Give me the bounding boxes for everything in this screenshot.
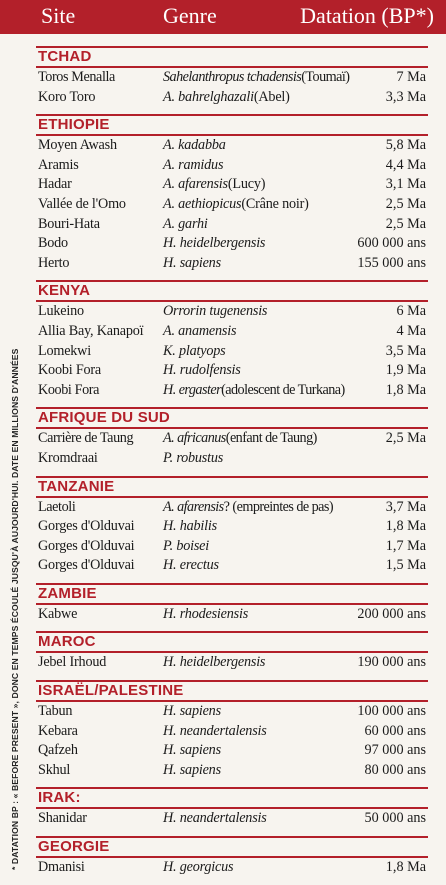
site-cell: Hadar — [38, 176, 72, 193]
date-cell: 2,5 Ma — [385, 215, 426, 232]
table-row — [36, 858, 428, 878]
date-cell: 1,9 Ma — [385, 362, 426, 379]
genre-cell — [163, 858, 233, 878]
species-name: H. erectus — [163, 557, 219, 574]
section-5 — [36, 583, 428, 625]
table-row — [36, 195, 428, 215]
species-name: K. platyops — [163, 342, 226, 359]
header-genre: Genre — [163, 3, 217, 28]
site-cell: Jebel Irhoud — [38, 654, 107, 671]
table-row — [36, 809, 428, 829]
table-row — [36, 302, 428, 322]
species-name: P. boisei — [163, 537, 210, 554]
species-name: H. georgicus — [163, 859, 234, 876]
date-cell: 2,5 Ma — [385, 430, 426, 447]
table-row — [36, 702, 428, 722]
date-cell: 155 000 ans — [357, 254, 426, 271]
site-cell: Lukeino — [38, 303, 84, 320]
table-row — [36, 449, 428, 469]
section-2 — [36, 280, 428, 400]
species-note: (Toumaï) — [301, 69, 350, 85]
section-title: TCHAD — [36, 46, 428, 68]
table-row — [36, 498, 428, 518]
genre-cell — [163, 702, 221, 722]
species-name: H. neandertalensis — [163, 810, 267, 827]
site-cell: Herto — [38, 254, 70, 271]
date-cell: 60 000 ans — [364, 722, 426, 739]
table-header — [0, 0, 446, 34]
date-cell: 3,1 Ma — [385, 176, 426, 193]
section-title: ISRAËL/PALESTINE — [36, 680, 428, 702]
genre-cell — [163, 68, 349, 88]
genre-cell — [163, 381, 345, 401]
date-cell: 1,8 Ma — [385, 518, 426, 535]
genre-cell — [163, 136, 226, 156]
species-name: A. anamensis — [163, 322, 237, 339]
section-6 — [36, 631, 428, 673]
table-row — [36, 761, 428, 781]
species-name: H. ergaster — [163, 381, 222, 398]
date-cell: 190 000 ans — [357, 654, 426, 671]
genre-cell — [163, 537, 209, 557]
site-cell: Lomekwi — [38, 342, 91, 359]
genre-cell — [163, 322, 236, 342]
site-cell: Skhul — [38, 761, 71, 778]
genre-cell — [163, 809, 267, 829]
sites-table — [36, 46, 428, 885]
date-cell: 4,4 Ma — [385, 156, 426, 173]
genre-cell — [163, 302, 267, 322]
date-cell: 1,8 Ma — [385, 859, 426, 876]
date-cell: 97 000 ans — [364, 742, 426, 759]
table-row — [36, 68, 428, 88]
species-note: (Abel) — [253, 88, 290, 105]
date-cell: 6 Ma — [396, 303, 426, 320]
site-cell: Qafzeh — [38, 742, 78, 759]
genre-cell — [163, 88, 290, 108]
species-name: H. neandertalensis — [163, 722, 267, 739]
species-name: A. bahrelghazali — [163, 88, 254, 105]
site-cell: Koobi Fora — [38, 362, 102, 379]
table-row — [36, 517, 428, 537]
table-row — [36, 322, 428, 342]
genre-cell — [163, 361, 241, 381]
date-cell: 100 000 ans — [357, 703, 426, 720]
species-name: A. ramidus — [163, 156, 224, 173]
site-cell: Moyen Awash — [38, 137, 117, 154]
table-row — [36, 234, 428, 254]
species-name: A. afarensis — [163, 176, 228, 193]
table-row — [36, 722, 428, 742]
species-name: A. kadabba — [163, 137, 226, 154]
table-row — [36, 741, 428, 761]
site-cell: Kebara — [38, 722, 78, 739]
section-title: ZAMBIE — [36, 583, 428, 605]
site-cell: Koro Toro — [38, 88, 96, 105]
genre-cell — [163, 254, 221, 274]
section-title: MAROC — [36, 631, 428, 653]
genre-cell — [163, 498, 333, 518]
species-name: Orrorin tugenensis — [163, 303, 268, 320]
table-row — [36, 381, 428, 401]
table-row — [36, 175, 428, 195]
genre-cell — [163, 653, 265, 673]
site-cell: Gorges d'Olduvai — [38, 518, 135, 535]
site-cell: Shanidar — [38, 810, 87, 827]
site-cell: Bodo — [38, 235, 68, 252]
site-cell: Gorges d'Olduvai — [38, 537, 135, 554]
genre-cell — [163, 234, 265, 254]
date-cell: 50 000 ans — [364, 810, 426, 827]
table-row — [36, 556, 428, 576]
section-title: GEORGIE — [36, 836, 428, 858]
section-title: ETHIOPIE — [36, 114, 428, 136]
section-4 — [36, 476, 428, 576]
species-name: H. sapiens — [163, 761, 221, 778]
date-cell: 1,5 Ma — [385, 557, 426, 574]
table-row — [36, 136, 428, 156]
genre-cell — [163, 722, 267, 742]
date-cell: 5,8 Ma — [385, 137, 426, 154]
date-cell: 4 Ma — [396, 322, 426, 339]
site-cell: Kromdraai — [38, 449, 98, 466]
genre-cell — [163, 741, 221, 761]
site-cell: Toros Menalla — [38, 69, 115, 85]
species-name: H. habilis — [163, 518, 217, 535]
site-cell: Vallée de l'Omo — [38, 195, 126, 212]
genre-cell — [163, 429, 317, 449]
species-name: A. africanus — [163, 430, 226, 447]
section-8 — [36, 787, 428, 829]
genre-cell — [163, 342, 225, 362]
genre-cell — [163, 556, 219, 576]
section-1 — [36, 114, 428, 273]
species-note: ? (empreintes de pas) — [223, 498, 334, 515]
site-cell: Carrière de Taung — [38, 430, 134, 447]
species-name: A. afarensis — [163, 498, 224, 515]
genre-cell — [163, 215, 208, 235]
species-name: H. rhodesiensis — [163, 605, 249, 622]
date-cell: 200 000 ans — [357, 605, 426, 622]
site-cell: Gorges d'Olduvai — [38, 557, 135, 574]
species-name: H. rudolfensis — [163, 362, 241, 379]
genre-cell — [163, 761, 221, 781]
site-cell: Dmanisi — [38, 859, 85, 876]
section-title: IRAK: — [36, 787, 428, 809]
species-note: (Crâne noir) — [241, 195, 309, 212]
species-name: H. heidelbergensis — [163, 235, 266, 252]
section-title: AFRIQUE DU SUD — [36, 407, 428, 429]
species-name: A. aethiopicus — [163, 195, 242, 212]
table-row — [36, 88, 428, 108]
date-cell: 3,5 Ma — [385, 342, 426, 359]
table-row — [36, 156, 428, 176]
date-cell: 3,7 Ma — [385, 498, 426, 515]
site-cell: Koobi Fora — [38, 381, 100, 398]
species-note: (adolescent de Turkana) — [221, 381, 345, 398]
section-title: TANZANIE — [36, 476, 428, 498]
species-name: H. sapiens — [163, 703, 221, 720]
genre-cell — [163, 517, 217, 537]
date-cell: 80 000 ans — [364, 761, 426, 778]
section-0 — [36, 46, 428, 107]
site-cell: Aramis — [38, 156, 79, 173]
species-note: (enfant de Taung) — [225, 430, 317, 447]
table-row — [36, 342, 428, 362]
section-7 — [36, 680, 428, 780]
date-cell: 2,5 Ma — [385, 195, 426, 212]
footnote-vertical: * DATATION BP : « BEFORE PRESENT », DONC EN TEMPS ÉCOULÉ JUSQU'À AUJOURD'HUI. DATE EN MILLIONS D'ANNÉES — [10, 348, 20, 870]
table-row — [36, 361, 428, 381]
table-row — [36, 537, 428, 557]
species-note: (Lucy) — [227, 176, 266, 193]
species-name: Sahelanthropus tchadensis — [163, 69, 302, 85]
section-title: KENYA — [36, 280, 428, 302]
site-cell: Bouri-Hata — [38, 215, 100, 232]
site-cell: Allia Bay, Kanapoï — [38, 322, 144, 339]
species-name: H. sapiens — [163, 254, 221, 271]
genre-cell — [163, 605, 248, 625]
site-cell: Laetoli — [38, 498, 76, 515]
table-row — [36, 429, 428, 449]
date-cell: 1,8 Ma — [385, 381, 426, 398]
table-row — [36, 653, 428, 673]
date-cell: 600 000 ans — [357, 235, 426, 252]
date-cell: 1,7 Ma — [385, 537, 426, 554]
genre-cell — [163, 449, 223, 469]
species-name: H. heidelbergensis — [163, 654, 266, 671]
date-cell: 3,3 Ma — [385, 88, 426, 105]
species-name: A. garhi — [163, 215, 208, 232]
genre-cell — [163, 195, 309, 215]
section-3 — [36, 407, 428, 468]
species-name: H. sapiens — [163, 742, 221, 759]
genre-cell — [163, 175, 265, 195]
table-row — [36, 605, 428, 625]
species-name: P. robustus — [163, 449, 224, 466]
table-row — [36, 254, 428, 274]
section-9 — [36, 836, 428, 878]
header-dating: Datation (BP*) — [300, 3, 434, 28]
header-site: Site — [41, 3, 76, 28]
date-cell: 7 Ma — [396, 69, 426, 85]
site-cell: Tabun — [38, 703, 73, 720]
table-row — [36, 215, 428, 235]
genre-cell — [163, 156, 223, 176]
site-cell: Kabwe — [38, 605, 78, 622]
